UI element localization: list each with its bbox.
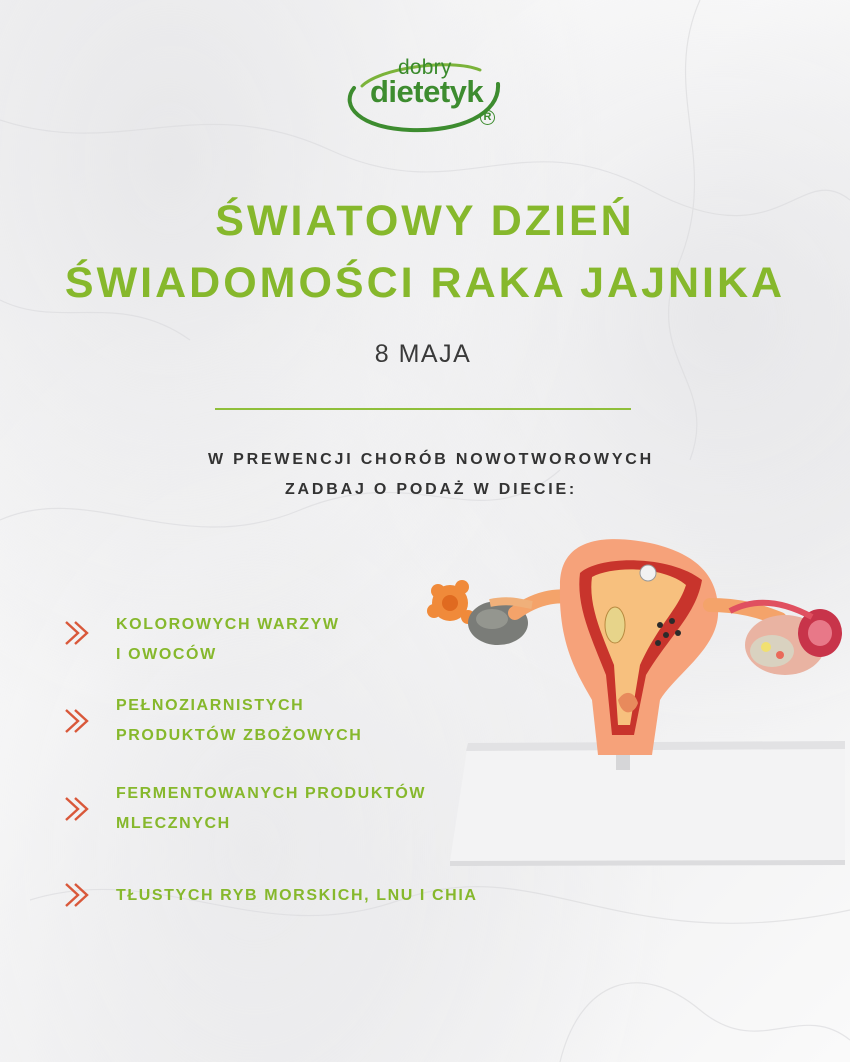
registered-mark-icon: R [480, 110, 495, 125]
intro-text [0, 445, 850, 505]
logo-text-big: dietetyk [370, 74, 484, 109]
double-chevron-arrow-icon [64, 881, 96, 909]
double-chevron-arrow-icon [64, 619, 96, 647]
title-line-1: ŚWIATOWY DZIEŃ [215, 197, 635, 245]
double-chevron-arrow-icon [64, 707, 96, 735]
page-title [0, 190, 850, 314]
list-item-line-2: I OWOCÓW [116, 646, 217, 663]
intro-line-2: ZADBAJ O PODAŻ W DIECIE: [284, 481, 578, 498]
list-item-line-1: FERMENTOWANYCH PRODUKTÓW [116, 785, 427, 802]
title-line-2: ŚWIADOMOŚCI RAKA JAJNIKA [64, 259, 786, 307]
list-item-line-1: PEŁNOZIARNISTYCH [116, 697, 305, 714]
logo-text-small: dobry [398, 56, 452, 79]
intro-line-1: W PREWENCJI CHORÓB NOWOTWOROWYCH [207, 451, 655, 468]
event-date: 8 MAJA [374, 340, 472, 368]
list-item-line-1: TŁUSTYCH RYB MORSKICH, LNU I CHIA [116, 887, 478, 904]
divider [215, 408, 631, 410]
list-item-line-1: KOLOROWYCH WARZYW [116, 616, 340, 633]
list-item-line-2: MLECZNYCH [116, 815, 231, 832]
double-chevron-arrow-icon [64, 795, 96, 823]
list-item-label [116, 881, 536, 911]
list-item-line-2: PRODUKTÓW ZBOŻOWYCH [116, 727, 363, 744]
brand-logo [340, 48, 510, 138]
anatomical-model-image [420, 525, 850, 870]
